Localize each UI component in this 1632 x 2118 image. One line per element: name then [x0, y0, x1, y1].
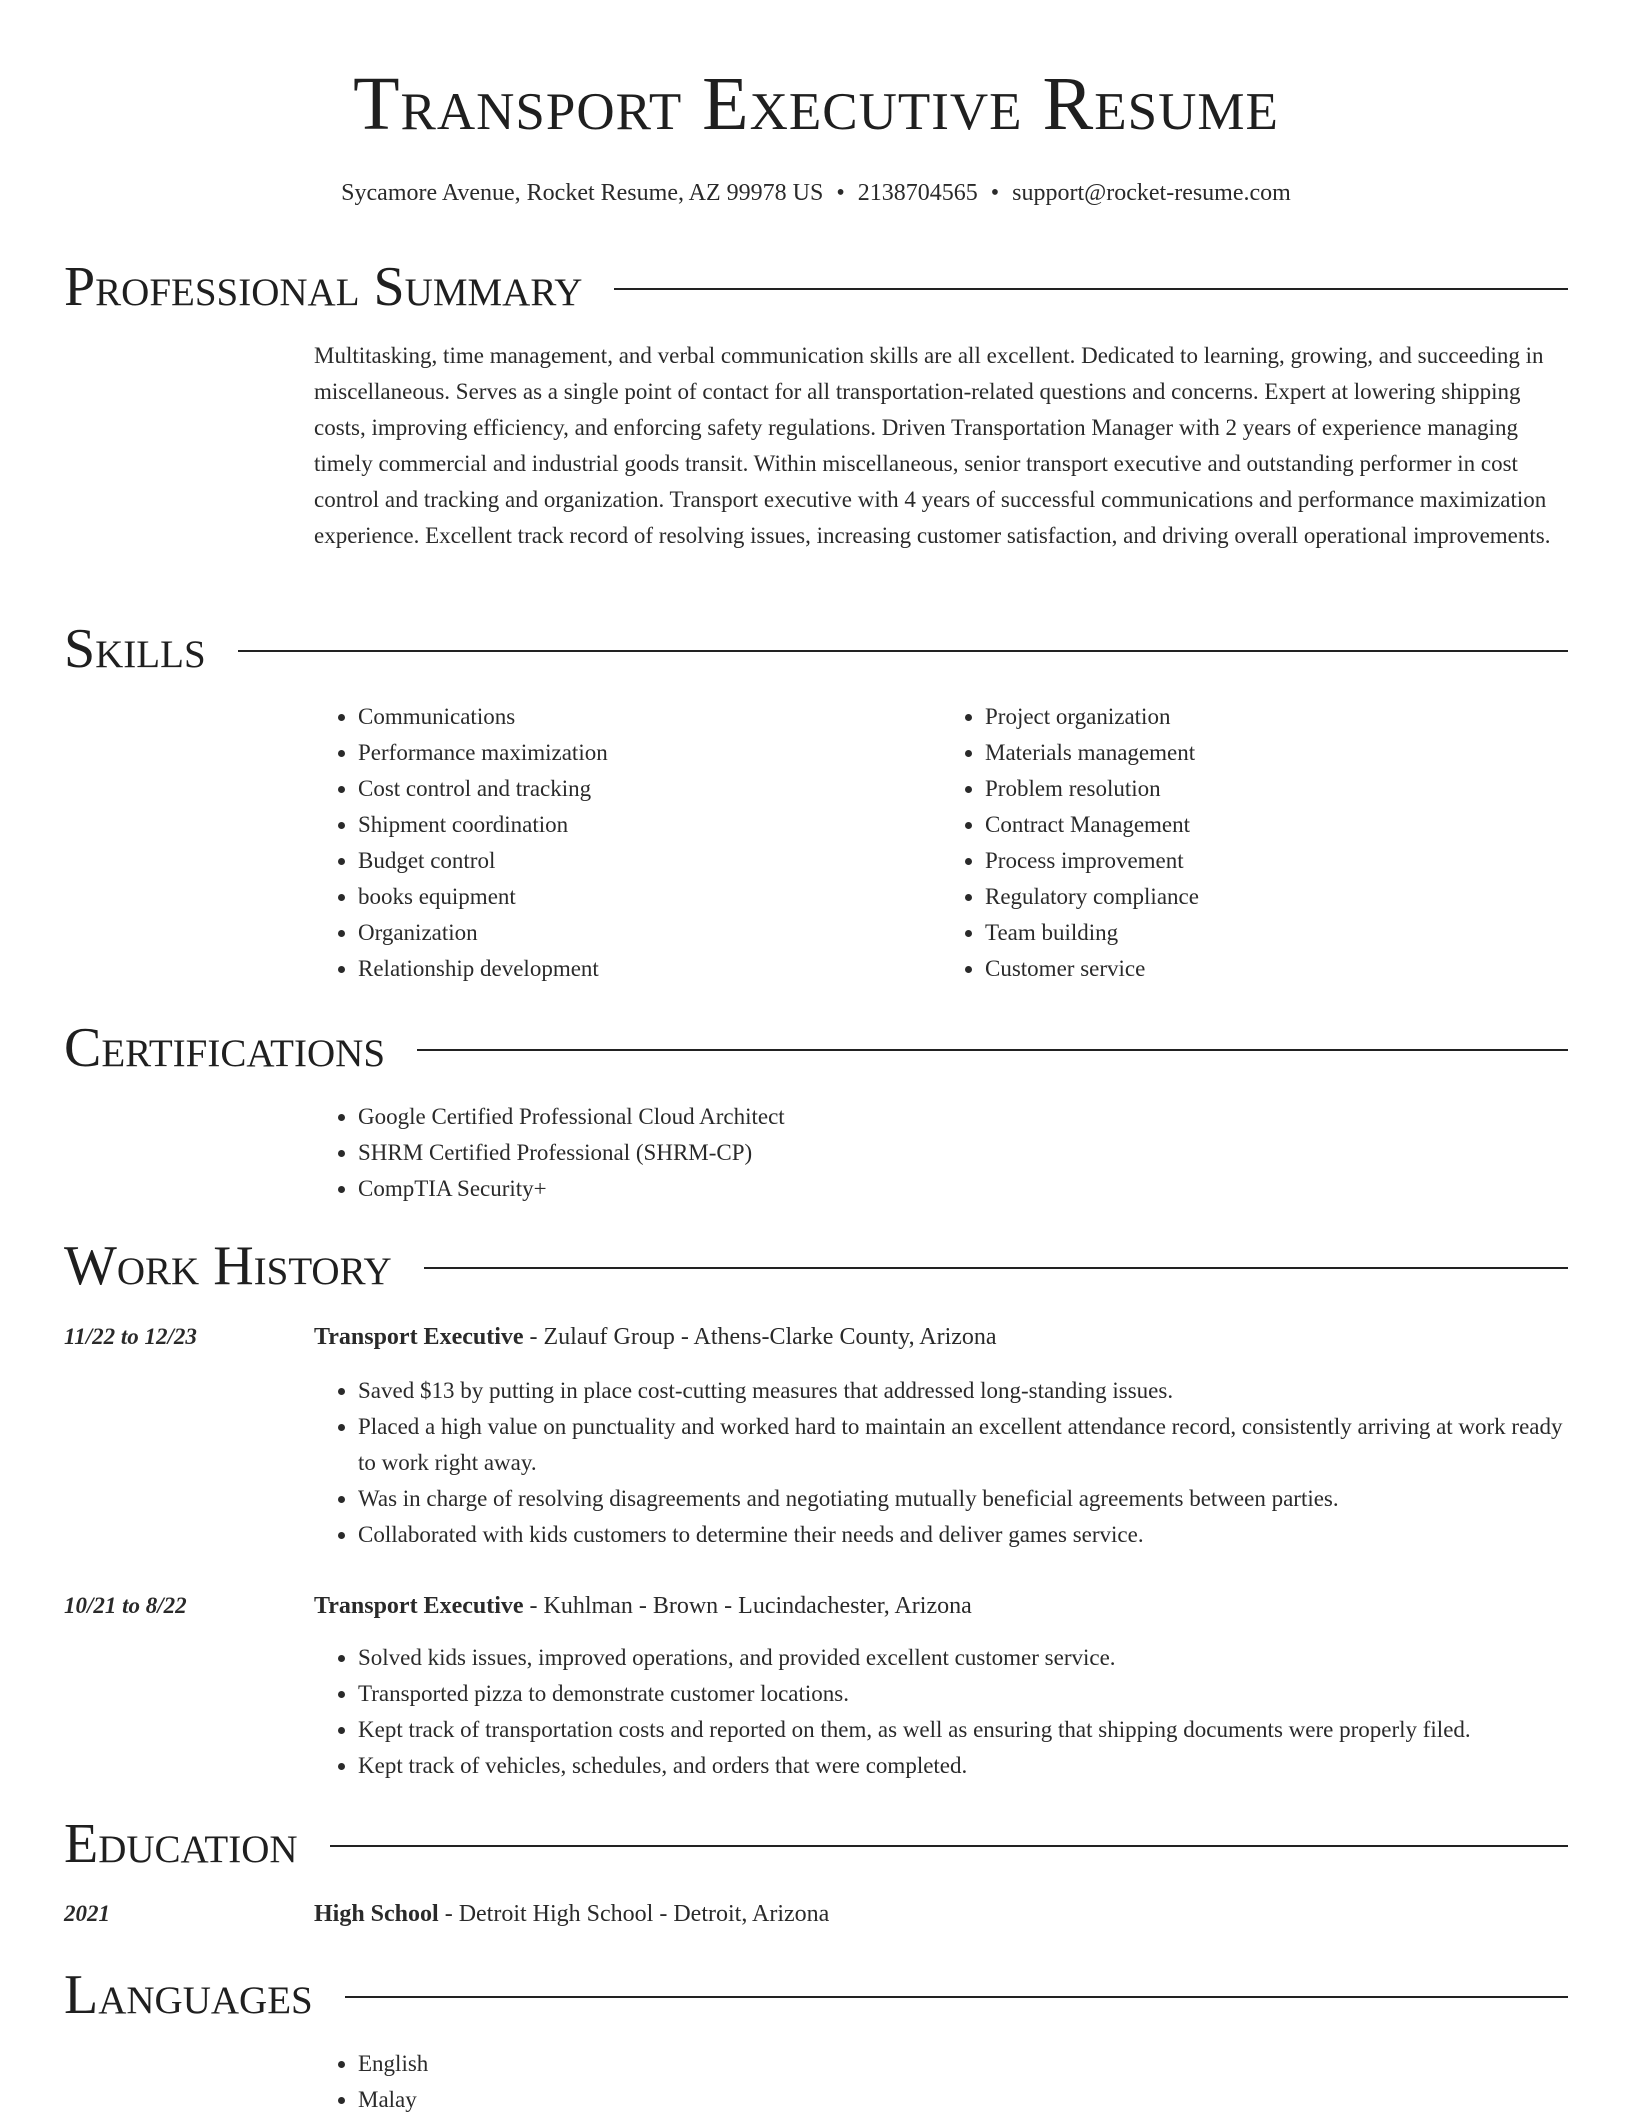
resume-title: Transport Executive Resume: [353, 62, 1279, 146]
contact-separator: •: [990, 180, 1000, 206]
job-bullet: • Placed a high value on punctuality and worked hard to maintain an excellent attendance record, consistently arriving at work ready to work right away.: [358, 1409, 1568, 1481]
job-dates: 11/22 to 12/23: [64, 1324, 197, 1349]
skills-section-header: [64, 617, 1568, 681]
skill-item: • Materials management: [985, 735, 1568, 771]
skill-item: • Customer service: [985, 951, 1568, 987]
education-degree: High School: [314, 1901, 439, 1927]
certification-item: • Google Certified Professional Cloud Architect: [358, 1099, 1568, 1135]
skills-heading: Skills: [64, 618, 206, 680]
skill-item: • Cost control and tracking: [358, 771, 941, 807]
skill-item: • books equipment: [358, 879, 941, 915]
skill-item: • Regulatory compliance: [985, 879, 1568, 915]
section-divider: [345, 1996, 1568, 1998]
skill-item: • Team building: [985, 915, 1568, 951]
job-bullet: • Saved $13 by putting in place cost-cutting measures that addressed long-standing issues.: [358, 1373, 1568, 1409]
job-bullets: [314, 1373, 1568, 1553]
job-title: Transport Executive: [314, 1593, 524, 1619]
section-divider: [424, 1267, 1568, 1269]
summary-heading: Professional Summary: [64, 256, 583, 318]
job-bullet: • Collaborated with kids customers to determine their needs and deliver games service.: [358, 1517, 1568, 1553]
contact-address: Sycamore Avenue, Rocket Resume, AZ 99978 US: [341, 180, 824, 206]
education-entry: [314, 1896, 1568, 1932]
job-title: Transport Executive: [314, 1324, 524, 1350]
job-bullet: • Kept track of vehicles, schedules, and orders that were completed.: [358, 1748, 1568, 1784]
certifications-section: [314, 1099, 1568, 1207]
job-employer: - Zulauf Group - Athens-Clarke County, Arizona: [523, 1324, 997, 1350]
job-entry: [314, 1319, 1568, 1553]
job-bullets: [314, 1640, 1568, 1784]
language-item: • English: [358, 2046, 1568, 2082]
job-bullet: • Solved kids issues, improved operations, and provided excellent customer service.: [358, 1640, 1568, 1676]
summary-section: [314, 338, 1568, 554]
section-divider: [238, 650, 1568, 652]
job-dates: 10/21 to 8/22: [64, 1593, 187, 1618]
education-section-header: [64, 1812, 1568, 1876]
languages-heading: Languages: [64, 1964, 313, 2026]
contact-phone: 2138704565: [857, 180, 978, 206]
job-bullet: • Kept track of transportation costs and reported on them, as well as ensuring that shipping documents were properly filed.: [358, 1712, 1568, 1748]
languages-section: [314, 2046, 1568, 2118]
summary-section-header: [64, 255, 1568, 319]
certifications-list: [314, 1099, 1568, 1207]
section-divider: [330, 1845, 1568, 1847]
certifications-heading: Certifications: [64, 1017, 386, 1079]
contact-separator: •: [836, 180, 845, 206]
skill-item: • Contract Management: [985, 807, 1568, 843]
skill-item: • Performance maximization: [358, 735, 941, 771]
education-year: 2021: [64, 1901, 110, 1926]
skills-section: [314, 699, 1568, 987]
education-school: - Detroit High School - Detroit, Arizona: [438, 1901, 830, 1927]
skill-item: • Relationship development: [358, 951, 941, 987]
job-entry: [314, 1588, 1568, 1784]
skills-list-right: [941, 699, 1568, 987]
education-line: [314, 1896, 1568, 1932]
languages-list: [314, 2046, 1568, 2118]
work-history-heading: Work History: [64, 1235, 392, 1297]
skill-item: • Communications: [358, 699, 941, 735]
skill-item: • Problem resolution: [985, 771, 1568, 807]
skill-item: • Budget control: [358, 843, 941, 879]
education-heading: Education: [64, 1813, 298, 1875]
skill-item: • Process improvement: [985, 843, 1568, 879]
contact-email: support@rocket-resume.com: [1012, 180, 1291, 206]
summary-text: Multitasking, time management, and verbal communication skills are all excellent. Dedicated to learning, growing, and succeeding in miscellaneous. Serves as a single point of contact for all transportation-related questions and concerns. Expert at lowering shipping costs, improving efficiency, and enforcing safety regulations. Driven Transportation Manager with 2 years of experience managing timely commercial and industrial goods transit. Within miscellaneous, senior transport executive and outstanding performer in cost control and tracking and organization. Transport executive with 4 years of successful communications and performance maximization experience. Excellent track record of resolving issues, increasing customer satisfaction, and driving overall operational improvements.: [314, 343, 1551, 548]
languages-section-header: [64, 1963, 1568, 2027]
skills-list-left: [314, 699, 941, 987]
job-bullet: • Was in charge of resolving disagreements and negotiating mutually beneficial agreements between parties.: [358, 1481, 1568, 1517]
certification-item: • CompTIA Security+: [358, 1171, 1568, 1207]
job-bullet: • Transported pizza to demonstrate customer locations.: [358, 1676, 1568, 1712]
contact-line: [0, 180, 1632, 207]
language-item: • Malay: [358, 2082, 1568, 2118]
job-title-line: [314, 1588, 1568, 1624]
job-employer: - Kuhlman - Brown - Lucindachester, Arizona: [523, 1593, 972, 1619]
skill-item: • Organization: [358, 915, 941, 951]
section-divider: [417, 1049, 1568, 1051]
certification-item: • SHRM Certified Professional (SHRM-CP): [358, 1135, 1568, 1171]
skill-item: • Project organization: [985, 699, 1568, 735]
work-history-section-header: [64, 1234, 1568, 1298]
job-title-line: [314, 1319, 1568, 1355]
section-divider: [614, 288, 1568, 290]
skill-item: • Shipment coordination: [358, 807, 941, 843]
certifications-section-header: [64, 1016, 1568, 1080]
